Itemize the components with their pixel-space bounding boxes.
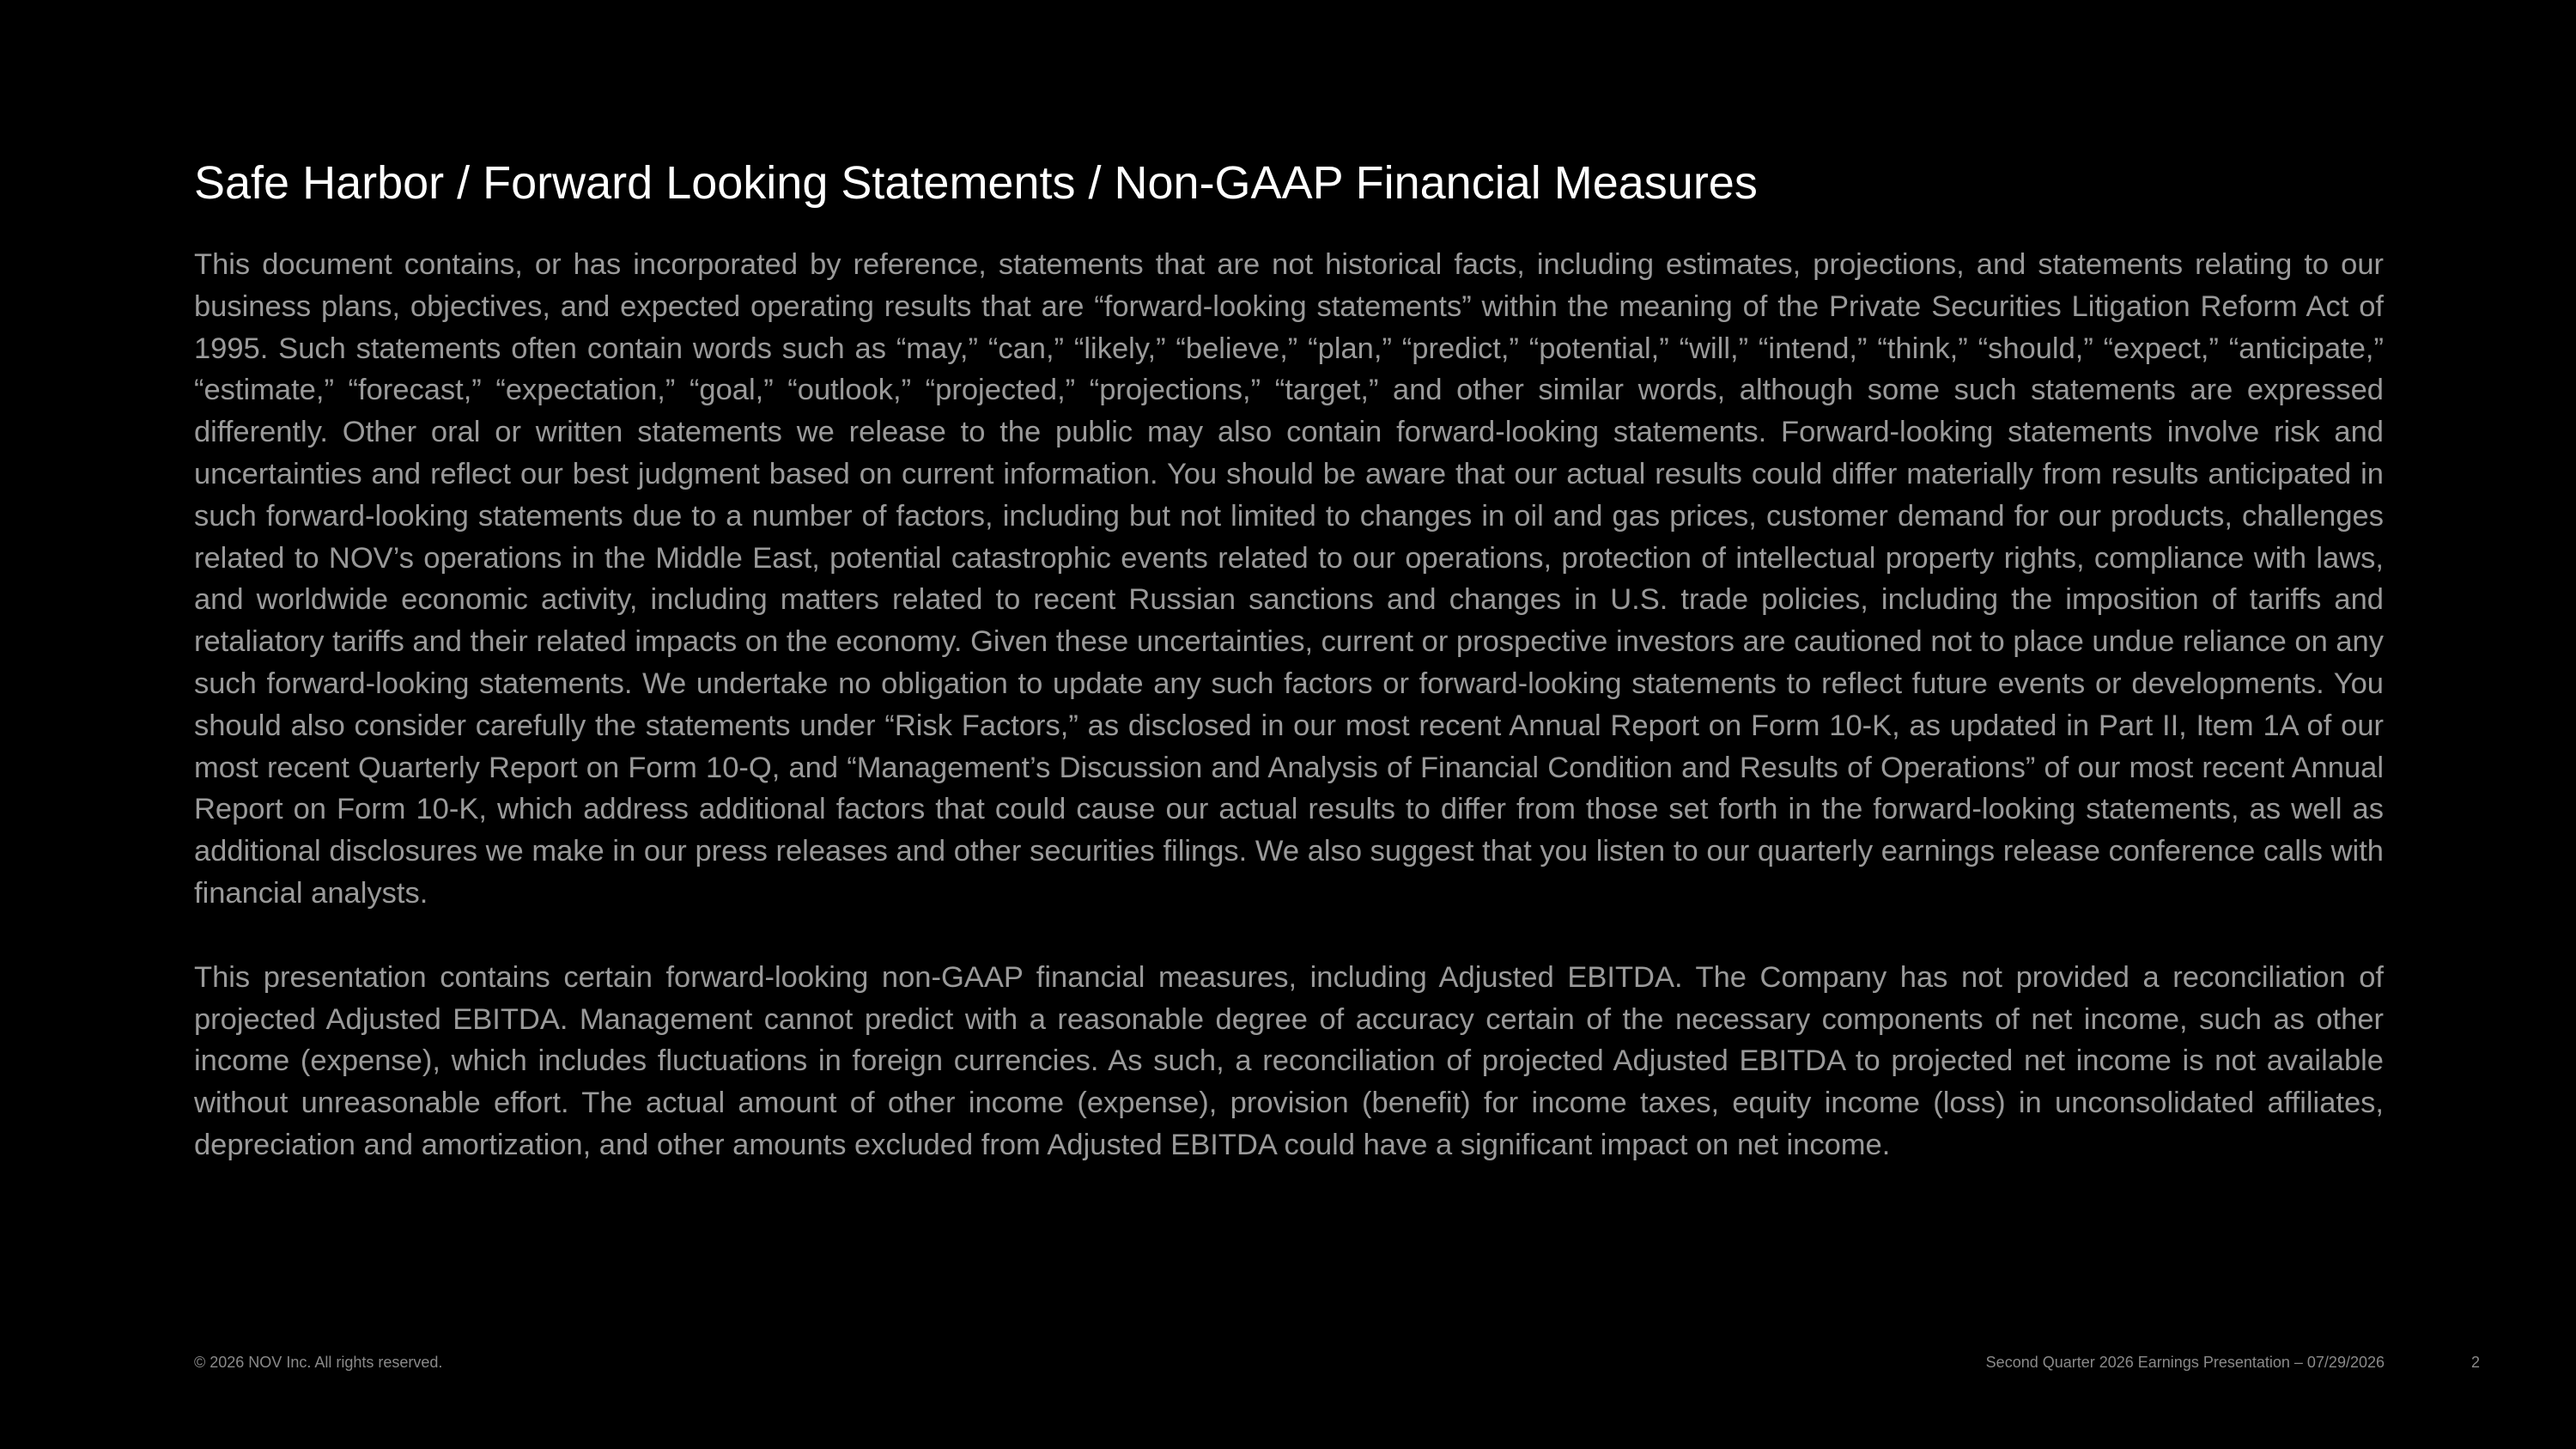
page-number: 2 [2470,1354,2480,1371]
slide-body [194,244,2384,1166]
footer-copyright: © 2026 NOV Inc. All rights reserved. [194,1354,443,1371]
non-gaap-paragraph: This presentation contains certain forward-looking non-GAAP financial measures, including Adjusted EBITDA. The Company has not provided a reconciliation of projected Adjusted EBITDA. Management cannot predict with a reasonable degree of accuracy certain of the necessary components of net income, such as other income (expense), which includes fluctuations in foreign currencies. As such, a reconciliation of projected Adjusted EBITDA to projected net income is not available without unreasonable effort. The actual amount of other income (expense), provision (benefit) for income taxes, equity income (loss) in unconsolidated affiliates, depreciation and amortization, and other amounts excluded from Adjusted EBITDA could have a significant impact on net income. [194,960,2384,1161]
slide-title: Safe Harbor / Forward Looking Statements / Non-GAAP Financial Measures [194,157,1758,209]
footer-presentation-title: Second Quarter 2026 Earnings Presentation – 07/29/2026 [1985,1354,2385,1371]
safe-harbor-paragraph: This document contains, or has incorporated by reference, statements that are not historical facts, including estimates, projections, and statements relating to our business plans, objectives, and expected operating results that are “forward-looking statements” within the meaning of the Private Securities Litigation Reform Act of 1995. Such statements often contain words such as “may,” “can,” “likely,” “believe,” “plan,” “predict,” “potential,” “will,” “intend,” “think,” “should,” “expect,” “anticipate,” “estimate,” “forecast,” “expectation,” “goal,” “outlook,” “projected,” “projections,” “target,” and other similar words, although some such statements are expressed differently. Other oral or written statements we release to the public may also contain forward-looking statements. Forward-looking statements involve risk and uncertainties and reflect our best judgment based on current information. You should be aware that our actual results could differ materially from results anticipated in such forward-looking statements due to a number of factors, including but not limited to changes in oil and gas prices, customer demand for our products, challenges related to NOV’s operations in the Middle East, potential catastrophic events related to our operations, protection of intellectual property rights, compliance with laws, and worldwide economic activity, including matters related to recent Russian sanctions and changes in U.S. trade policies, including the imposition of tariffs and retaliatory tariffs and their related impacts on the economy. Given these uncertainties, current or prospective investors are cautioned not to place undue reliance on any such forward-looking statements. We undertake no obligation to update any such factors or forward-looking statements to reflect future events or developments. You should also consider carefully the statements under “Risk Factors,” as disclosed in our most recent Annual Report on Form 10-K, as updated in Part II, Item 1A of our most recent Quarterly Report on Form 10-Q, and “Management’s Discussion and Analysis of Financial Condition and Results of Operations” of our most recent Annual Report on Form 10-K, which address additional factors that could cause our actual results to differ from those set forth in the forward-looking statements, as well as additional disclosures we make in our press releases and other securities filings. We also suggest that you listen to our quarterly earnings release conference calls with financial analysts. [194,248,2384,910]
